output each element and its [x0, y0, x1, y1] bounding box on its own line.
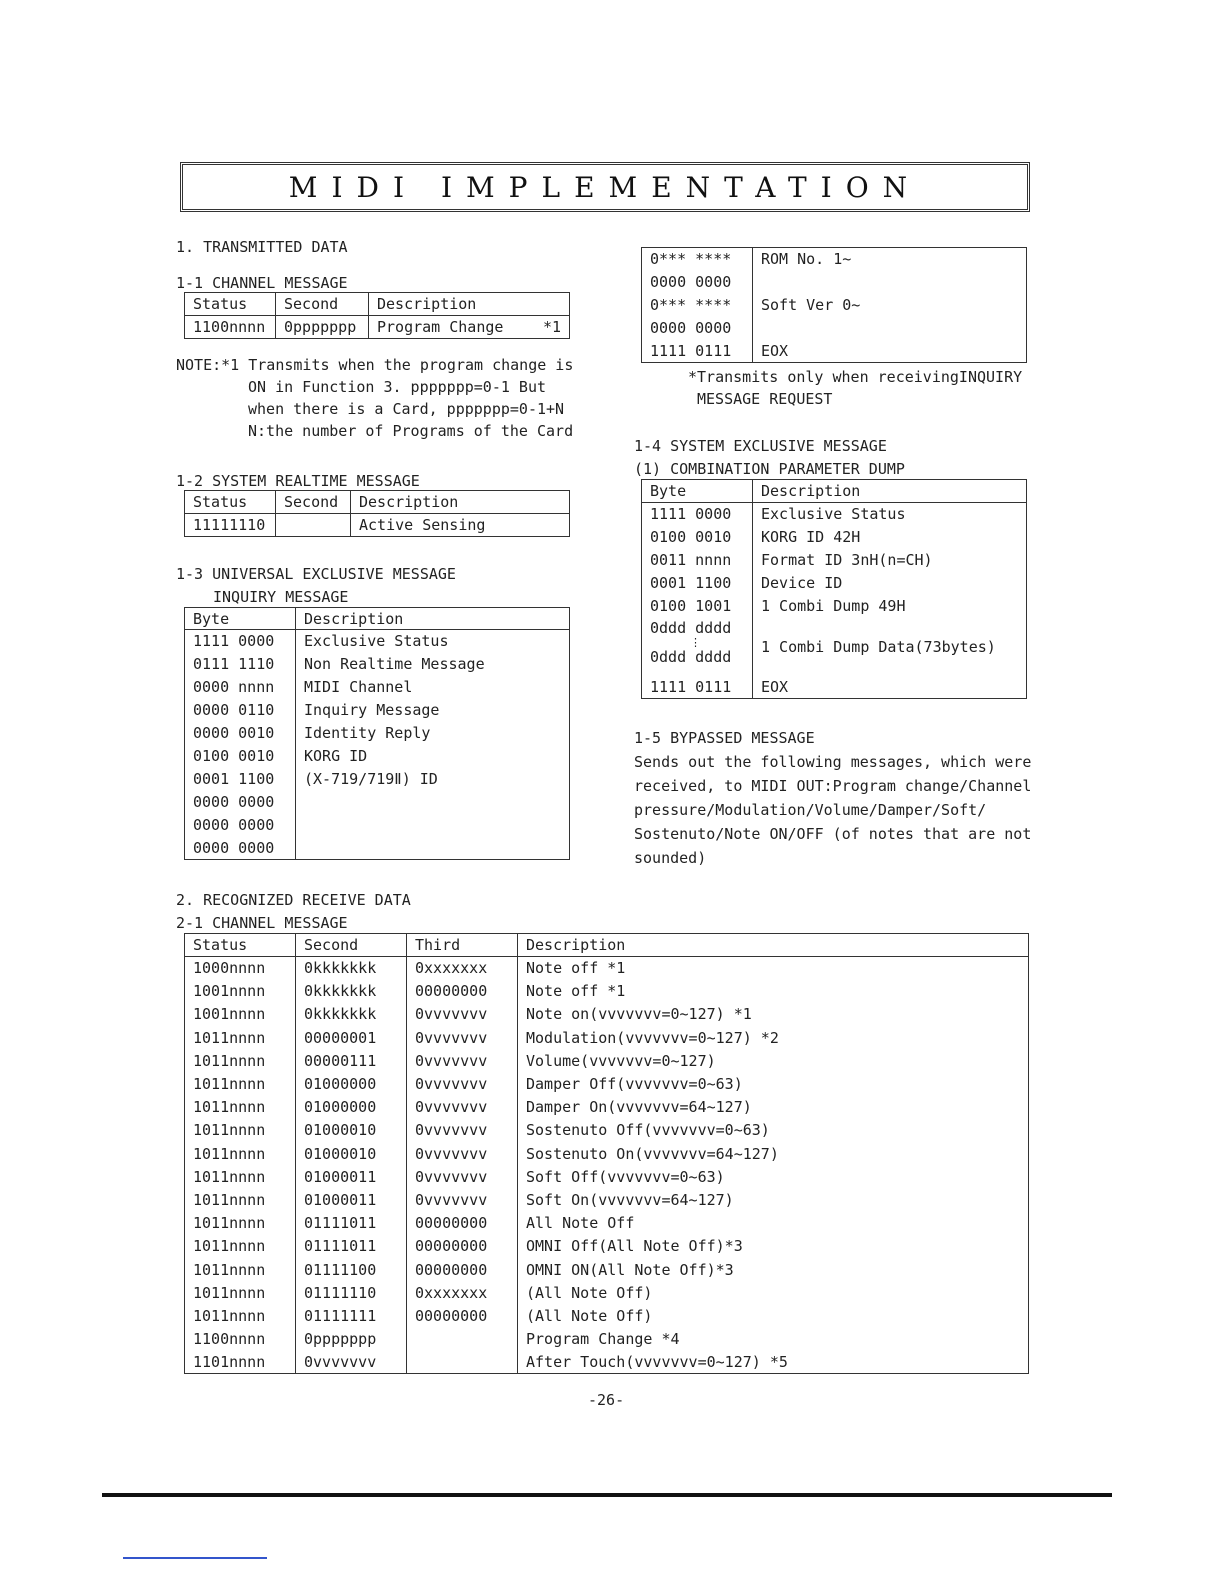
cell-third: 0vvvvvvv — [407, 1165, 518, 1188]
table-row — [642, 294, 1027, 317]
bypassed-message-text — [634, 750, 1044, 870]
cell-byte: 0100 0010 — [193, 747, 275, 765]
cell-second: 01111100 — [296, 1258, 407, 1281]
cell-description: Non Realtime Message — [296, 653, 570, 676]
cell-third: 0vvvvvvv — [407, 1142, 518, 1165]
cell-description — [369, 316, 570, 339]
table-row — [185, 316, 570, 339]
col-status: Status — [185, 491, 276, 514]
cell-third: 00000000 — [407, 1212, 518, 1235]
paragraph-line: Sends out the following messages, which were — [634, 753, 1032, 771]
cell-byte: 0000 0000 — [193, 838, 275, 857]
table-row — [185, 1049, 1029, 1072]
note-line: NOTE:*1 Transmits when the program change is — [176, 356, 574, 374]
vertical-dots: ⋮ — [690, 635, 701, 649]
cell-description: Device ID — [753, 572, 1027, 595]
cell-status: 1000nnnn — [193, 959, 266, 978]
cell-status: 1100nnnn — [193, 1330, 266, 1349]
cell-third: 0xxxxxxx — [407, 1281, 518, 1304]
cell-description: Identity Reply — [296, 722, 570, 745]
table-row — [185, 837, 570, 860]
cell-byte: 0000 0010 — [193, 724, 275, 742]
table-row — [642, 248, 1027, 271]
cell-description — [296, 791, 570, 814]
paragraph-line: received, to MIDI OUT:Program change/Channel — [634, 777, 1032, 795]
cell-second: 0kkkkkkk — [296, 980, 407, 1003]
table-header-row — [185, 491, 570, 514]
cell-description: Soft On(vvvvvvv=64~127) — [518, 1188, 1029, 1211]
cell-second: 0kkkkkkk — [296, 1003, 407, 1026]
realtime-message-table — [184, 490, 570, 537]
cell-description: ROM No. 1~ — [753, 248, 1027, 271]
col-byte: Byte — [642, 480, 753, 503]
paragraph-line: Sostenuto/Note ON/OFF (of notes that are not — [634, 825, 1032, 843]
table-row — [185, 1003, 1029, 1026]
cell-description: Program Change *4 — [518, 1328, 1029, 1351]
paragraph-line: sounded) — [634, 849, 707, 867]
cell-third: 0vvvvvvv — [407, 1096, 518, 1119]
section-1-4-subheading: (1) COMBINATION PARAMETER DUMP — [634, 460, 905, 478]
note-line: when there is a Card, ppppppp=0-1+N — [248, 400, 565, 418]
cell-second: 01111011 — [296, 1235, 407, 1258]
section-1-4-heading: 1-4 SYSTEM EXCLUSIVE MESSAGE — [634, 437, 887, 455]
table-row — [185, 676, 570, 699]
table-row — [185, 1258, 1029, 1281]
inquiry-note-line: MESSAGE REQUEST — [697, 390, 833, 408]
page-title: MIDI IMPLEMENTATION — [180, 162, 1030, 212]
col-third: Third — [407, 934, 518, 957]
table-row — [642, 317, 1027, 340]
table-row — [185, 630, 570, 653]
cell-third: 0vvvvvvv — [407, 1003, 518, 1026]
cell-description: KORG ID 42H — [753, 526, 1027, 549]
table-header-row — [185, 293, 570, 316]
cell-status: 11111110 — [185, 514, 276, 537]
cell-description: Exclusive Status — [296, 630, 570, 653]
table-row — [642, 526, 1027, 549]
cell-second: 00000001 — [296, 1026, 407, 1049]
cell-second: 01000000 — [296, 1072, 407, 1095]
cell-third: 0vvvvvvv — [407, 1026, 518, 1049]
col-status: Status — [185, 293, 276, 316]
table-row — [642, 549, 1027, 572]
page-number: -26- — [588, 1391, 625, 1409]
cell-byte: 1111 0000 — [193, 632, 275, 651]
cell-description: (X-719/719Ⅱ) ID — [296, 768, 570, 791]
table-row — [185, 1235, 1029, 1258]
cell-status: 1011nnnn — [193, 1028, 266, 1047]
cell-status: 1011nnnn — [193, 1121, 266, 1140]
section-1-heading: 1. TRANSMITTED DATA — [176, 238, 348, 256]
cell-description: MIDI Channel — [296, 676, 570, 699]
cell-status: 1011nnnn — [193, 1098, 266, 1117]
cell-description: Damper Off(vvvvvvv=0~63) — [518, 1072, 1029, 1095]
cell-description: Soft Off(vvvvvvv=0~63) — [518, 1165, 1029, 1188]
paragraph-line: pressure/Modulation/Volume/Damper/Soft/ — [634, 801, 987, 819]
cell-description: 1 Combi Dump 49H — [753, 595, 1027, 618]
table-row — [185, 1072, 1029, 1095]
table-row — [642, 572, 1027, 595]
link-underline — [123, 1557, 267, 1559]
cell-third: 00000000 — [407, 1258, 518, 1281]
cell-description: OMNI ON(All Note Off)*3 — [518, 1258, 1029, 1281]
cell-third: 00000000 — [407, 980, 518, 1003]
cell-description — [753, 271, 1027, 294]
table-row — [642, 271, 1027, 294]
col-description: Description — [369, 293, 570, 316]
cell-byte: 0000 0000 — [650, 319, 732, 337]
cell-second: 0ppppppp — [276, 316, 369, 339]
cell-description-text: Program Change — [377, 318, 504, 336]
cell-second — [276, 514, 351, 537]
table-header-row — [185, 934, 1029, 957]
cell-third: 0xxxxxxx — [407, 957, 518, 980]
table-row — [185, 768, 570, 791]
cell-byte: 1111 0000 — [650, 505, 732, 524]
cell-byte-range — [642, 618, 753, 676]
table-row — [185, 1304, 1029, 1327]
bottom-rule — [102, 1493, 1112, 1497]
table-row — [185, 1142, 1029, 1165]
col-second: Second — [276, 293, 369, 316]
cell-description: EOX — [753, 676, 1027, 699]
cell-description: Soft Ver 0~ — [753, 294, 1027, 317]
cell-status: 1011nnnn — [193, 1051, 266, 1070]
cell-description — [296, 814, 570, 837]
inquiry-continuation-table — [641, 247, 1027, 363]
cell-byte: 0100 1001 — [650, 597, 732, 615]
cell-second: 01000000 — [296, 1096, 407, 1119]
cell-status: 1011nnnn — [193, 1075, 266, 1094]
cell-description: Sostenuto Off(vvvvvvv=0~63) — [518, 1119, 1029, 1142]
cell-description — [296, 837, 570, 860]
cell-second: 0ppppppp — [296, 1328, 407, 1351]
cell-status: 1011nnnn — [193, 1237, 266, 1256]
cell-byte: 0000 0000 — [650, 273, 732, 291]
table-row — [642, 618, 1027, 676]
table-row — [185, 1188, 1029, 1211]
cell-byte: 0*** **** — [650, 296, 732, 314]
table-header-row — [185, 608, 570, 630]
col-description: Description — [296, 608, 570, 630]
table-row — [185, 1096, 1029, 1119]
cell-status: 1011nnnn — [193, 1306, 266, 1325]
table-row — [642, 676, 1027, 699]
cell-description: After Touch(vvvvvvv=0~127) *5 — [518, 1351, 1029, 1374]
cell-description: Sostenuto On(vvvvvvv=64~127) — [518, 1142, 1029, 1165]
col-second: Second — [296, 934, 407, 957]
cell-description: Inquiry Message — [296, 699, 570, 722]
cell-byte: 0000 0000 — [193, 793, 275, 811]
cell-description: Active Sensing — [351, 514, 570, 537]
cell-description: EOX — [753, 340, 1027, 363]
cell-second: 01000011 — [296, 1188, 407, 1211]
table-row — [642, 595, 1027, 618]
cell-second: 01000010 — [296, 1142, 407, 1165]
table-row — [185, 1281, 1029, 1304]
col-second: Second — [276, 491, 351, 514]
table-row — [185, 1165, 1029, 1188]
cell-description: Modulation(vvvvvvv=0~127) *2 — [518, 1026, 1029, 1049]
cell-byte: 0001 1100 — [650, 574, 732, 592]
cell-status: 1011nnnn — [193, 1260, 266, 1279]
cell-description: Damper On(vvvvvvv=64~127) — [518, 1096, 1029, 1119]
cell-status: 1011nnnn — [193, 1144, 266, 1163]
cell-third: 0vvvvvvv — [407, 1188, 518, 1211]
table-row — [185, 745, 570, 768]
cell-byte: 0000 nnnn — [193, 678, 275, 696]
cell-third: 0vvvvvvv — [407, 1072, 518, 1095]
cell-description: Format ID 3nH(n=CH) — [753, 549, 1027, 572]
cell-description: Note on(vvvvvvv=0~127) *1 — [518, 1003, 1029, 1026]
section-1-5-heading: 1-5 BYPASSED MESSAGE — [634, 729, 815, 747]
table-row — [185, 1026, 1029, 1049]
cell-status: 1001nnnn — [193, 982, 266, 1001]
col-description: Description — [518, 934, 1029, 957]
table-row — [185, 514, 570, 537]
col-description: Description — [351, 491, 570, 514]
cell-description: All Note Off — [518, 1212, 1029, 1235]
transmit-note — [176, 354, 573, 442]
cell-description: Exclusive Status — [753, 503, 1027, 526]
footnote-mark: *1 — [542, 318, 561, 336]
col-status: Status — [185, 934, 296, 957]
cell-status: 1101nnnn — [193, 1353, 266, 1372]
table-row — [642, 503, 1027, 526]
cell-status: 1011nnnn — [193, 1167, 266, 1186]
cell-byte: 0000 0110 — [193, 701, 275, 719]
table-row — [185, 699, 570, 722]
section-2-1-heading: 2-1 CHANNEL MESSAGE — [176, 914, 348, 932]
note-line: ON in Function 3. ppppppp=0-1 But — [248, 378, 547, 396]
table-row — [185, 1212, 1029, 1235]
cell-description: (All Note Off) — [518, 1281, 1029, 1304]
table-row — [185, 1351, 1029, 1374]
cell-status: 1001nnnn — [193, 1005, 266, 1024]
cell-byte: 0*** **** — [650, 250, 732, 269]
cell-byte: 0100 0010 — [650, 528, 732, 546]
cell-third — [407, 1328, 518, 1351]
cell-second: 01111011 — [296, 1212, 407, 1235]
channel-message-tx-table — [184, 292, 570, 339]
table-header-row — [642, 480, 1027, 503]
table-row — [185, 980, 1029, 1003]
cell-byte: 1111 0111 — [650, 341, 732, 360]
cell-byte: 0001 1100 — [193, 770, 275, 788]
cell-third: 00000000 — [407, 1235, 518, 1258]
cell-description: (All Note Off) — [518, 1304, 1029, 1327]
inquiry-message-table — [184, 607, 570, 860]
cell-second: 01111110 — [296, 1281, 407, 1304]
section-1-2-heading: 1-2 SYSTEM REALTIME MESSAGE — [176, 472, 420, 490]
cell-second: 01000011 — [296, 1165, 407, 1188]
inquiry-note-line: *Transmits only when receivingINQUIRY — [688, 368, 1023, 386]
cell-byte: 0011 nnnn — [650, 551, 732, 569]
cell-description — [753, 317, 1027, 340]
cell-byte: 0000 0000 — [193, 816, 275, 834]
col-byte: Byte — [185, 608, 296, 630]
section-1-3-heading: 1-3 UNIVERSAL EXCLUSIVE MESSAGE — [176, 565, 456, 583]
table-row — [642, 340, 1027, 363]
cell-second: 0vvvvvvv — [296, 1351, 407, 1374]
cell-second: 01000010 — [296, 1119, 407, 1142]
cell-description: Note off *1 — [518, 980, 1029, 1003]
cell-description: OMNI Off(All Note Off)*3 — [518, 1235, 1029, 1258]
cell-byte: 1111 0111 — [650, 677, 732, 696]
table-row — [185, 791, 570, 814]
dump-start: 0ddd dddd — [650, 618, 732, 637]
channel-message-rx-table — [184, 933, 1029, 1374]
dump-end: 0ddd dddd — [650, 647, 732, 666]
cell-third: 0vvvvvvv — [407, 1119, 518, 1142]
table-row — [185, 1119, 1029, 1142]
cell-description: KORG ID — [296, 745, 570, 768]
cell-byte: 0111 1110 — [193, 655, 275, 673]
col-description: Description — [753, 480, 1027, 503]
cell-status: 1011nnnn — [193, 1190, 266, 1209]
cell-status: 1100nnnn — [185, 316, 276, 339]
cell-third: 00000000 — [407, 1304, 518, 1327]
table-row — [185, 722, 570, 745]
cell-second: 0kkkkkkk — [296, 957, 407, 980]
cell-status: 1011nnnn — [193, 1214, 266, 1233]
cell-description: Note off *1 — [518, 957, 1029, 980]
table-row — [185, 957, 1029, 980]
cell-description: 1 Combi Dump Data(73bytes) — [753, 618, 1027, 676]
combination-dump-table — [641, 479, 1027, 699]
cell-second: 00000111 — [296, 1049, 407, 1072]
cell-third — [407, 1351, 518, 1374]
cell-description: Volume(vvvvvvv=0~127) — [518, 1049, 1029, 1072]
section-1-3-subheading: INQUIRY MESSAGE — [213, 588, 349, 606]
cell-second: 01111111 — [296, 1304, 407, 1327]
section-1-1-heading: 1-1 CHANNEL MESSAGE — [176, 274, 348, 292]
section-2-heading: 2. RECOGNIZED RECEIVE DATA — [176, 891, 411, 909]
table-row — [185, 653, 570, 676]
table-row — [185, 814, 570, 837]
note-line: N:the number of Programs of the Card — [248, 422, 574, 440]
cell-status: 1011nnnn — [193, 1283, 266, 1302]
cell-third: 0vvvvvvv — [407, 1049, 518, 1072]
table-row — [185, 1328, 1029, 1351]
